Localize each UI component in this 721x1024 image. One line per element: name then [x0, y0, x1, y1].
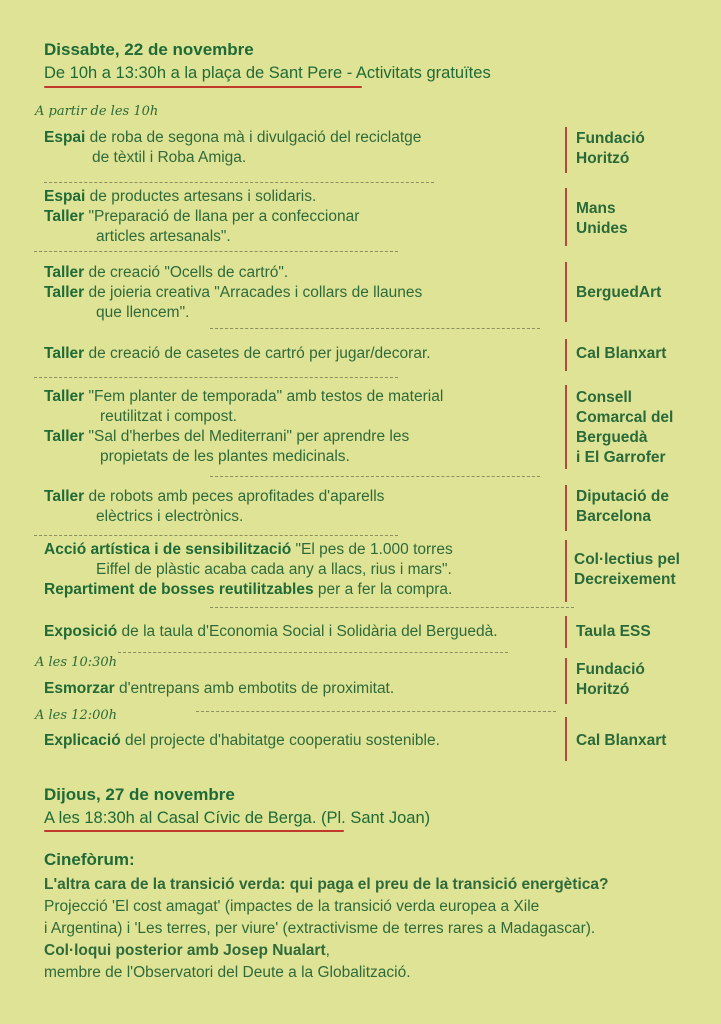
org-divider: [565, 385, 567, 469]
org-divider: [565, 616, 567, 648]
separator: [44, 182, 434, 183]
org-name: Unides: [576, 220, 628, 237]
org-divider: [565, 717, 567, 761]
cineforum-title: Cinefòrum:: [44, 850, 135, 869]
activity-line: de tèxtil i Roba Amiga.: [92, 149, 247, 166]
separator: [210, 476, 540, 477]
day1-underline: [44, 86, 362, 88]
day2-date: Dijous, 27 de novembre: [44, 785, 235, 804]
activity-line: Repartiment de bosses reutilitzables per a fer la compra.: [44, 581, 453, 598]
org-name: Col·lectius pel: [574, 551, 680, 568]
activity-line: Explicació del projecte d'habitatge cooperatiu sostenible.: [44, 732, 440, 749]
org-name: Consell: [576, 389, 632, 406]
activity-line: Taller "Preparació de llana per a confeccionar: [44, 208, 360, 225]
separator: [210, 328, 540, 329]
org-divider: [565, 188, 567, 246]
org-name: Horitzó: [576, 681, 630, 698]
separator: [34, 377, 398, 378]
activity-line: elèctrics i electrònics.: [96, 508, 244, 525]
separator: [118, 652, 508, 653]
org-name: Cal Blanxart: [576, 345, 667, 362]
org-name: Fundació: [576, 130, 645, 147]
separator: [196, 711, 556, 712]
org-name: Mans: [576, 200, 616, 217]
org-name: Taula ESS: [576, 623, 651, 640]
activity-line: propietats de les plantes medicinals.: [100, 448, 350, 465]
org-name: Horitzó: [576, 150, 630, 167]
day1-subtitle: De 10h a 13:30h a la plaça de Sant Pere - Activitats gratuïtes: [44, 64, 491, 82]
activity-line: Taller de joieria creativa "Arracades i collars de llaunes: [44, 284, 423, 301]
projection-line-2: i Argentina) i 'Les terres, per viure' (extractivisme de terres rares a Madagascar).: [44, 920, 596, 937]
org-name: i El Garrofer: [576, 449, 666, 466]
org-name: Diputació de: [576, 488, 670, 505]
activity-line: reutilitzat i compost.: [100, 408, 237, 425]
activity-line: Exposició de la taula d'Economia Social i Solidària del Berguedà.: [44, 623, 498, 640]
org-name: Comarcal del: [576, 409, 674, 426]
time-label-12h: A les 12:00h: [35, 708, 118, 723]
activity-line: Taller de creació "Ocells de cartró".: [44, 264, 289, 281]
time-label-10h: A partir de les 10h: [35, 104, 159, 119]
activity-line: Taller "Fem planter de temporada" amb testos de material: [44, 388, 444, 405]
separator: [34, 251, 398, 252]
activity-line: Taller de robots amb peces aprofitades d'aparells: [44, 488, 385, 505]
day2-subtitle: A les 18:30h al Casal Cívic de Berga. (Pl. Sant Joan): [44, 809, 431, 827]
activity-line: Taller "Sal d'herbes del Mediterrani" per aprendre les: [44, 428, 410, 445]
film-title: L'altra cara de la transició verda: qui paga el preu de la transició energètica?: [44, 876, 609, 893]
activity-line: Espai de productes artesans i solidaris.: [44, 188, 317, 205]
activity-line: Taller de creació de casetes de cartró per jugar/decorar.: [44, 345, 431, 362]
activity-line: Esmorzar d'entrepans amb embotits de proximitat.: [44, 680, 395, 697]
org-name: Cal Blanxart: [576, 732, 667, 749]
activity-line: articles artesanals".: [96, 228, 231, 245]
activity-line: Acció artística i de sensibilització "El pes de 1.000 torres: [44, 541, 453, 558]
org-name: Fundació: [576, 661, 645, 678]
day1-date: Dissabte, 22 de novembre: [44, 40, 254, 59]
org-divider: [565, 540, 567, 602]
separator: [210, 607, 574, 608]
org-divider: [565, 485, 567, 531]
time-label-1030h: A les 10:30h: [35, 655, 118, 670]
org-name: BerguedArt: [576, 284, 662, 301]
projection-line-1: Projecció 'El cost amagat' (impactes de la transició verda europea a Xile: [44, 898, 540, 915]
activity-line: Eiffel de plàstic acaba cada any a llacs, rius i mars".: [96, 561, 452, 578]
day2-underline: [44, 830, 344, 832]
org-divider: [565, 262, 567, 322]
activity-line: Espai de roba de segona mà i divulgació del reciclatge: [44, 129, 422, 146]
activity-line: que llencem".: [96, 304, 190, 321]
org-divider: [565, 127, 567, 173]
org-divider: [565, 339, 567, 371]
member-line: membre de l'Observatori del Deute a la Globalització.: [44, 964, 411, 981]
org-name: Barcelona: [576, 508, 651, 525]
separator: [34, 535, 398, 536]
org-name: Decreixement: [574, 571, 676, 588]
colloqui-line: Col·loqui posterior amb Josep Nualart,: [44, 942, 330, 959]
org-name: Berguedà: [576, 429, 648, 446]
org-divider: [565, 658, 567, 704]
